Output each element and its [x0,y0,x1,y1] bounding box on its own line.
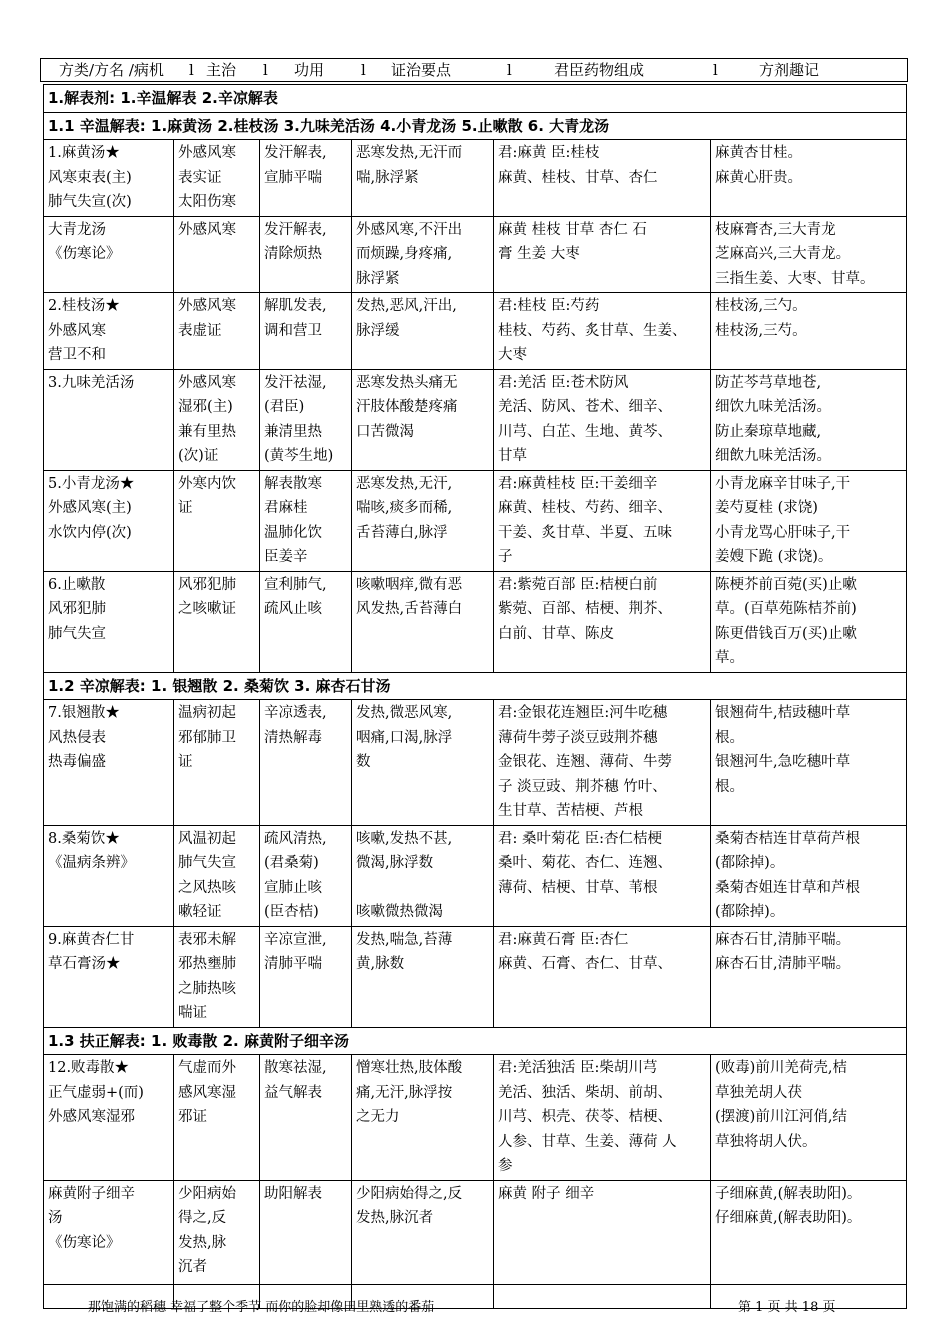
cell-line: 草独羌胡人茯 [715,1084,802,1101]
cell-mnemonic [711,470,907,571]
cell-line: 《温病条辨》 [48,855,135,871]
cell-line: 川芎、枳壳、茯苓、桔梗、 [498,1109,672,1125]
cell-line: 益气解表 [264,1084,322,1101]
cell-key-points [352,369,494,470]
header-separator: l [507,61,512,79]
cell-line: 发汗祛湿, [264,374,327,391]
cell-line: 麻黄、桂枝、芍药、细辛、 [498,500,672,516]
section-heading-text: 1.1 辛温解表: 1.麻黄汤 2.桂枝汤 3.九味羌活汤 4.小青龙汤 5.止嗽散 6. 大青龙汤 [48,116,610,135]
prescription-name: 麻黄附子细辛 [48,1185,135,1202]
cell-line: 桂枝、芍药、炙甘草、生姜、 [498,322,687,339]
cell-indication [174,571,260,672]
section-heading-text: 1.3 扶正解表: 1. 败毒散 2. 麻黄附子细辛汤 [48,1031,349,1050]
cell-line: 表虚证 [178,322,222,339]
cell-composition [494,216,711,293]
prescription-name: 1.麻黄汤★ [48,145,120,161]
cell-line: 君:羌活独活 臣:柴胡川芎 [498,1060,658,1076]
cell-line: 君:紫菀百部 臣:桔梗白前 [498,576,658,593]
cell-line: 水饮内停(次) [48,524,132,541]
cell-line: 证 [178,754,193,770]
cell-line: 之风热咳 [178,879,236,896]
cell-line: 脉浮紧 [356,270,400,287]
cell-line: 邪郁肺卫 [178,729,236,746]
cell-mnemonic [711,140,907,217]
section-row [44,1027,907,1055]
cell-key-points [352,140,494,217]
cell-mnemonic [711,825,907,926]
prescription-name: 5.小青龙汤★ [48,475,135,492]
cell-line: (次)证 [178,448,219,464]
cell-function [260,1180,352,1284]
cell-line: 少阳病始 [178,1185,236,1202]
cell-line: 仔细麻黄,(解表助阳)。 [715,1210,862,1226]
cell-name [44,1180,174,1284]
cell-indication [174,216,260,293]
cell-line: 桑菊杏桔连甘草荷芦根 [715,830,860,847]
cell-function [260,369,352,470]
cell-line: 外感风寒 [178,221,236,238]
cell-name [44,700,174,826]
cell-line: 外感风寒 [178,298,236,314]
cell-line: 君麻桂 [264,500,308,516]
cell-line: 嗽轻证 [178,904,222,920]
cell-mnemonic [711,1055,907,1181]
cell-function [260,926,352,1027]
cell-line: 金银花、连翘、薄荷、牛蒡 [498,754,672,770]
cell-composition [494,369,711,470]
cell-line: 发汗解表, [264,145,327,161]
cell-line: 少阳病始得之,反 [356,1185,463,1202]
cell-indication [174,293,260,370]
cell-line: 桑叶、菊花、杏仁、连翘、 [498,855,672,871]
cell-line: 干姜、炙甘草、半夏、五味 [498,524,672,541]
cell-line: (臣杏桔) [264,904,319,920]
cell-composition [494,926,711,1027]
cell-line: 热毒偏盛 [48,754,106,770]
cell-line: 小青龙骂心肝味子,干 [715,524,851,541]
cell-line: 子细麻黄,(解表助阳)。 [715,1185,862,1202]
cell-line: 风邪犯肺 [178,576,236,593]
cell-line: 沉者 [178,1259,207,1275]
cell-line: 解肌发表, [264,298,327,314]
cell-indication [174,825,260,926]
cell-line: 臣姜辛 [264,549,308,565]
cell-composition [494,1055,711,1181]
cell-line: 细饮九味羌活汤。 [715,399,831,415]
cell-line: 麻杏石甘,清肺平喘。 [715,956,851,972]
empty-cell [494,1284,711,1308]
cell-line: 宣肺止咳 [264,879,322,896]
cell-line: 三指生姜、大枣、甘草。 [715,270,875,287]
cell-line: 之无力 [356,1109,400,1125]
cell-line: 桂枝汤,三勺。 [715,298,807,314]
cell-mnemonic [711,369,907,470]
cell-composition [494,571,711,672]
cell-line: 憎寒壮热,肢体酸 [356,1060,463,1076]
cell-function [260,140,352,217]
table-row [44,369,907,470]
header-col-name: 方类/方名 /病机 [59,61,164,79]
cell-line: 君:麻黄 臣:桂枝 [498,145,600,161]
cell-line: 风寒束表(主) [48,169,132,186]
cell-line: 宣肺平喘 [264,169,322,186]
cell-mnemonic [711,1180,907,1284]
cell-line: 清热解毒 [264,729,322,746]
prescription-name: 7.银翘散★ [48,705,120,721]
cell-line: 参 [498,1158,513,1174]
cell-line: 君:麻黄石膏 臣:杏仁 [498,931,629,948]
cell-line: 黄,脉数 [356,956,405,972]
section-row [44,85,907,113]
cell-line: 风发热,舌苔薄白 [356,601,463,617]
cell-line: (都除掉)。 [715,904,785,920]
cell-line: 散寒祛湿, [264,1060,327,1076]
cell-line: 兼清里热 [264,423,322,440]
cell-line: 君:桂枝 臣:芍药 [498,298,600,314]
cell-mnemonic [711,926,907,1027]
table-row [44,293,907,370]
cell-composition [494,700,711,826]
cell-name [44,571,174,672]
cell-line: (摆渡)前川江河俏,结 [715,1109,847,1125]
cell-line: 子 [498,549,513,565]
cell-line: 发热,恶风,汗出, [356,298,457,314]
cell-line: 陈梗芥前百菀(买)止嗽 [715,576,857,593]
table-row [44,140,907,217]
cell-line: 疏风止咳 [264,601,322,617]
cell-line: 人参、甘草、生姜、薄荷 人 [498,1133,677,1150]
table-row [44,470,907,571]
cell-name [44,825,174,926]
cell-indication [174,1180,260,1284]
cell-line: 清肺平喘 [264,956,322,972]
cell-line: 肺气失宣 [48,625,106,642]
cell-line: 膏 生姜 大枣 [498,246,580,262]
table-row [44,700,907,826]
cell-key-points [352,216,494,293]
cell-indication [174,926,260,1027]
cell-function [260,825,352,926]
cell-line: 喘咳,痰多而稀, [356,500,453,516]
cell-mnemonic [711,571,907,672]
cell-line: 脉浮缓 [356,322,400,339]
cell-line: 营卫不和 [48,347,106,363]
cell-line: 发热,脉沉者 [356,1210,434,1226]
cell-name [44,470,174,571]
cell-key-points [352,293,494,370]
cell-line: 草。(百草苑陈桔芥前) [715,601,857,617]
cell-line: 《伤寒论》 [48,246,121,262]
cell-line: (黄芩生地) [264,448,334,464]
table-row [44,825,907,926]
cell-line: 外感风寒 [178,374,236,391]
cell-line: 外感风寒(主) [48,500,132,516]
cell-line: 风热侵表 [48,729,106,746]
cell-line: 银翘河牛,急吃穗叶草 [715,754,851,770]
cell-line: (君臣) [264,399,305,415]
cell-line: 清除烦热 [264,246,322,262]
cell-line: 发热,微恶风寒, [356,705,453,721]
cell-line: 川芎、白芷、生地、黄芩、 [498,423,672,440]
cell-line: 湿邪(主) [178,399,233,415]
cell-line: 麻黄 附子 细辛 [498,1185,595,1202]
cell-line: 君:金银花连翘臣:河牛吃穗 [498,705,668,721]
cell-line: 证 [178,500,193,516]
cell-line: 恶寒发热,无汗, [356,475,453,492]
header-separator: l [263,61,268,79]
cell-line: 太阳伤寒 [178,194,236,210]
cell-line: 草独将胡人伏。 [715,1133,817,1150]
header-col-function: 功用 [294,61,325,79]
cell-indication [174,700,260,826]
cell-line: 外感风寒湿邪 [48,1109,135,1125]
cell-line: 薄荷牛蒡子淡豆豉荆芥穗 [498,729,658,746]
cell-line: 姜嫂下跪 (求饶)。 [715,549,833,565]
cell-mnemonic [711,700,907,826]
cell-line: 气虚而外 [178,1060,236,1076]
cell-line: 根。 [715,729,744,746]
cell-line: 外感风寒,不汗出 [356,221,463,238]
cell-indication [174,470,260,571]
section-heading [44,672,907,700]
cell-line: 助阳解表 [264,1185,322,1202]
cell-line: 麻黄、石膏、杏仁、甘草、 [498,956,672,972]
cell-key-points [352,700,494,826]
cell-line: 恶寒发热,无汗而 [356,145,463,161]
cell-mnemonic [711,216,907,293]
cell-line: 枝麻膏杏,三大青龙 [715,221,836,238]
cell-name [44,926,174,1027]
cell-line: 辛凉透表, [264,705,327,721]
cell-line: 《伤寒论》 [48,1234,121,1251]
cell-line: 表邪未解 [178,931,236,948]
cell-line: 表实证 [178,169,222,186]
cell-line: 邪证 [178,1109,207,1125]
prescription-table [43,84,907,1309]
cell-line: 之肺热咳 [178,980,236,997]
cell-line: 芝麻高兴,三大青龙。 [715,246,851,262]
cell-line: 风邪犯肺 [48,601,106,617]
cell-function [260,571,352,672]
cell-line: 兼有里热 [178,423,236,440]
cell-line: 君:麻黄桂枝 臣:干姜细辛 [498,475,658,492]
cell-line: 汤 [48,1210,63,1226]
section-heading [44,112,907,140]
cell-line: 麻杏石甘,清肺平喘。 [715,931,851,948]
cell-line: (都除掉)。 [715,855,785,871]
table-row [44,1055,907,1181]
cell-line: 姜芍夏桂 (求饶) [715,500,818,516]
cell-composition [494,825,711,926]
cell-line: 恶寒发热头痛无 [356,374,458,391]
cell-line: 麻黄心肝贵。 [715,169,802,186]
cell-line: 小青龙麻辛甘味子,干 [715,475,851,492]
cell-name [44,1055,174,1181]
cell-mnemonic [711,293,907,370]
header-col-composition: 君臣药物组成 [554,61,645,79]
cell-key-points [352,1055,494,1181]
cell-function [260,470,352,571]
cell-line: 白前、甘草、陈皮 [498,625,614,642]
cell-composition [494,293,711,370]
cell-line: 宣利肺气, [264,576,327,593]
header-col-mnemonic: 方剂趣记 [759,61,820,79]
header-separator: l [189,61,194,79]
cell-name [44,216,174,293]
cell-line: 咳嗽微热微渴 [356,904,443,920]
header-col-key-points: 证治要点 [391,61,452,79]
cell-line: 咽痛,口渴,脉浮 [356,729,453,746]
header-separator: l [713,61,718,79]
table-row [44,926,907,1027]
cell-line: 银翘荷牛,桔豉穗叶草 [715,705,851,721]
cell-line: 外感风寒 [48,322,106,339]
cell-line: 君: 桑叶菊花 臣:杏仁桔梗 [498,830,662,847]
cell-line: 咳嗽,发热不甚, [356,830,453,847]
cell-line: 喘证 [178,1005,207,1021]
cell-indication [174,369,260,470]
section-row [44,672,907,700]
cell-line: 正气虚弱+(而) [48,1084,144,1101]
cell-line: 防芷芩芎草地苍, [715,374,822,391]
cell-line: 桑菊杏姐连甘草和芦根 [715,879,860,896]
table-row [44,216,907,293]
cell-line: 桂枝汤,三芍。 [715,322,807,339]
cell-line: 喘,脉浮紧 [356,169,419,186]
cell-line: 汗肢体酸楚疼痛 [356,399,458,415]
cell-name [44,293,174,370]
cell-line: 咳嗽咽痒,微有恶 [356,576,463,593]
prescription-name: 12.败毒散★ [48,1060,130,1076]
cell-line: 而烦躁,身疼痛, [356,246,453,262]
cell-line: 子 淡豆豉、荆芥穗 竹叶、 [498,778,667,795]
cell-indication [174,140,260,217]
cell-function [260,1055,352,1181]
cell-composition [494,470,711,571]
cell-line: 外寒内饮 [178,475,236,492]
table-row [44,1180,907,1284]
cell-line: (君桑菊) [264,855,319,871]
cell-function [260,700,352,826]
header-separator: l [361,61,366,79]
cell-line: 根。 [715,778,744,795]
prescription-name: 大青龙汤 [48,221,106,238]
cell-key-points [352,825,494,926]
cell-line: 数 [356,754,371,770]
cell-line: 辛凉宣泄, [264,931,327,948]
cell-line: 疏风清热, [264,830,327,847]
cell-line [356,876,489,901]
cell-line: (败毒)前川羌荷壳,桔 [715,1060,847,1076]
cell-line: 大枣 [498,347,527,363]
table-row [44,571,907,672]
cell-line: 邪热壅肺 [178,956,236,972]
cell-line: 发热,喘急,苔薄 [356,931,453,948]
cell-line: 羌活、独活、柴胡、前胡、 [498,1084,672,1101]
cell-key-points [352,1180,494,1284]
cell-line: 甘草 [498,448,527,464]
cell-line: 温肺化饮 [264,524,322,541]
cell-line: 薄荷、桔梗、甘草、苇根 [498,879,658,896]
cell-name [44,140,174,217]
cell-line: 调和营卫 [264,322,322,339]
cell-line: 舌苔薄白,脉浮 [356,524,448,541]
section-heading [44,1027,907,1055]
cell-line: 口苦微渴 [356,423,414,440]
section-heading-text: 1.解表剂: 1.辛温解表 2.辛凉解表 [48,89,278,107]
cell-line: 麻黄、桂枝、甘草、杏仁 [498,169,658,186]
prescription-name: 9.麻黄杏仁甘 [48,931,135,948]
section-row [44,112,907,140]
prescription-name: 3.九味羌活汤 [48,374,135,391]
cell-line: 肺气失宣 [178,855,236,871]
cell-composition [494,1180,711,1284]
cell-line: 紫菀、百部、桔梗、荆芥、 [498,601,672,617]
prescription-name: 8.桑菊饮★ [48,830,120,847]
cell-line: 发汗解表, [264,221,327,238]
section-heading [44,85,907,113]
cell-line: 发热,脉 [178,1234,227,1251]
cell-line: 之咳嗽证 [178,601,236,617]
cell-line: 解表散寒 [264,475,322,492]
cell-line: 草石膏汤★ [48,956,121,972]
cell-name [44,369,174,470]
prescription-name: 6.止嗽散 [48,576,106,593]
page-number: 第 1 页 共 18 页 [738,1300,836,1315]
cell-line: 微渴,脉浮数 [356,855,434,871]
prescription-name: 2.桂枝汤★ [48,298,120,314]
cell-line: 温病初起 [178,705,236,721]
cell-line: 君:羌活 臣:苍术防风 [498,374,629,391]
cell-line: 痛,无汗,脉浮按 [356,1084,453,1101]
cell-line: 得之,反 [178,1210,227,1226]
cell-function [260,216,352,293]
cell-line: 防止秦琼草地藏, [715,423,822,440]
cell-function [260,293,352,370]
cell-line: 麻黄杏甘桂。 [715,145,802,161]
section-heading-text: 1.2 辛凉解表: 1. 银翘散 2. 桑菊饮 3. 麻杏石甘汤 [48,676,391,695]
cell-line: 感风寒湿 [178,1084,236,1101]
header-col-indication: 主治 [206,61,237,79]
cell-line: 生甘草、苦桔梗、芦根 [498,803,643,819]
cell-key-points [352,926,494,1027]
cell-indication [174,1055,260,1181]
cell-line: 肺气失宣(次) [48,194,132,210]
column-header-bar [40,58,908,82]
cell-composition [494,140,711,217]
cell-line: 陈更借钱百万(买)止嗽 [715,625,857,642]
cell-line: 外感风寒 [178,145,236,161]
cell-line: 细飲九味羌活汤。 [715,448,831,464]
cell-line: 羌活、防风、苍术、细辛、 [498,399,672,415]
cell-line: 草。 [715,650,744,666]
footer-poem: 那饱满的稻穗 幸福了整个季节 而你的脸却像田里熟透的番茄 [88,1300,435,1315]
cell-line: 麻黄 桂枝 甘草 杏仁 石 [498,221,647,238]
cell-key-points [352,470,494,571]
cell-key-points [352,571,494,672]
cell-line: 风温初起 [178,830,236,847]
